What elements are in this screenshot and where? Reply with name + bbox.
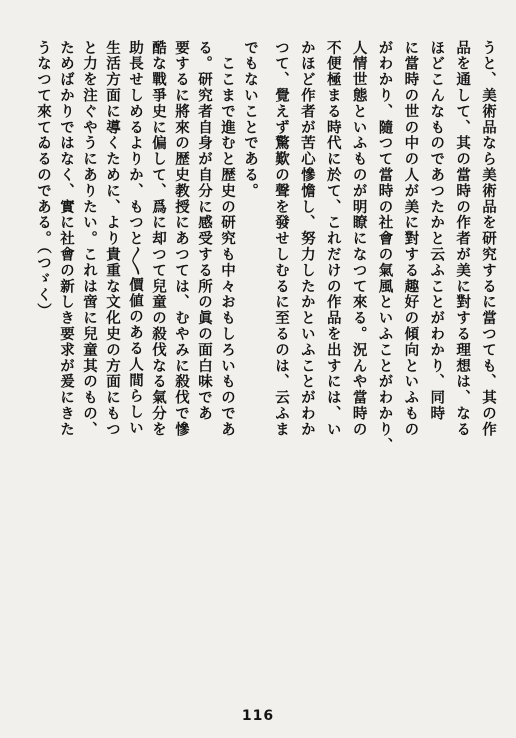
text-line: うなつて來てゐるのである。（つゞく） (35, 40, 52, 319)
text-line: と力を注ぐやうにありたい。これは啻に兒童其のもの、 (81, 40, 98, 438)
text-line: に當時の世の中の人が美に對する趣好の傾向といふもの (402, 40, 420, 438)
text-line: 酷な戰爭史に偏して、爲に却つて兒童の殺伐なる氣分を (150, 40, 167, 438)
text-line: 生活方面に導くために、より貴重な文化史の方面にもつ (104, 40, 121, 438)
text-line: 不便極まる時代に於て、これだけの作品を出すには、い (324, 40, 342, 438)
text-line: 人情世態といふものが明瞭になつて來る。況んや當時の (350, 40, 368, 438)
text-line: 要するに將來の歴史教授にあつては、むやみに殺伐で慘 (173, 40, 190, 438)
text-column-right (272, 40, 497, 694)
text-line: ここまで進むと歴史の研究も中々おもしろいものであ (219, 40, 236, 438)
text-line: 助長せしめるよりか、もつと〳〵價値のある人間らしい (127, 40, 144, 437)
text-line: うと、美術品なら美術品を研究するに當つても、其の作 (480, 40, 497, 438)
text-line: でもないことである。 (242, 40, 259, 199)
text-line: 品を通して、其の當時の作者が美に對する理想は、なる (454, 40, 472, 438)
text-column-left (34, 40, 259, 694)
text-line: がわかり、隨つて當時の社會の氣風といふことがわかり、 (376, 40, 394, 454)
page-number: 116 (241, 708, 275, 724)
text-line: ほどこんなものであつたかと云ふことがわかり、同時 (428, 40, 446, 422)
text-line: つて、覺えず驚歎の聲を發せしむるに至るのは、云ふま (273, 40, 290, 438)
text-line: かほど作者が苦心慘憺し、努力したかといふことがわか (298, 40, 316, 438)
text-line: ためばかりではなく、實に社會の新しき要求が爰にきた (58, 40, 75, 438)
text-line: る。研究者自身が自分に感受する所の眞の面白味であ (196, 40, 213, 422)
